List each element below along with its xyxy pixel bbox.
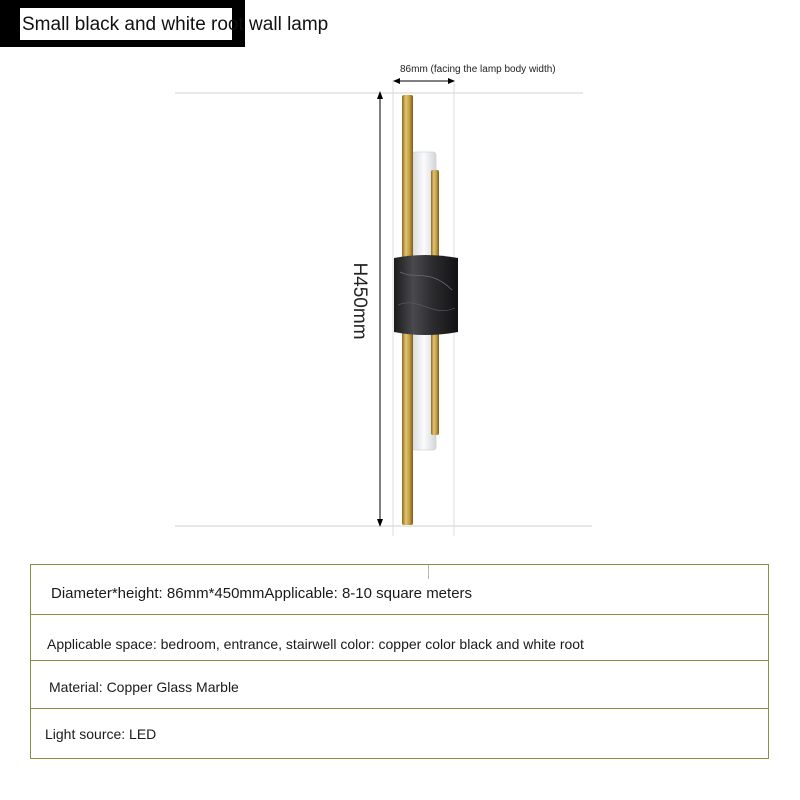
spec-material: Material: Copper Glass Marble	[49, 679, 239, 695]
height-dimension-arrow	[377, 91, 383, 527]
spec-row	[31, 614, 768, 660]
spec-dimensions: Diameter*height: 86mm*450mmApplicable: 8-10 square meters	[51, 585, 473, 602]
spec-table	[30, 564, 769, 759]
page-title: Small black and white root wall lamp	[22, 14, 329, 35]
height-dimension-label: H450mm	[349, 262, 370, 340]
spec-light-source: Light source: LED	[45, 726, 157, 742]
wall-lamp-illustration	[394, 95, 458, 525]
row-divider	[428, 565, 429, 579]
spec-row	[31, 708, 768, 759]
width-dimension-label: 86mm (facing the lamp body width)	[400, 64, 556, 75]
spec-row	[31, 565, 768, 614]
width-dimension-arrow	[393, 78, 455, 84]
spec-applicable-space: Applicable space: bedroom, entrance, stairwell color: copper color black and white root	[47, 636, 584, 652]
marble-band	[394, 255, 458, 335]
spec-row	[31, 660, 768, 708]
